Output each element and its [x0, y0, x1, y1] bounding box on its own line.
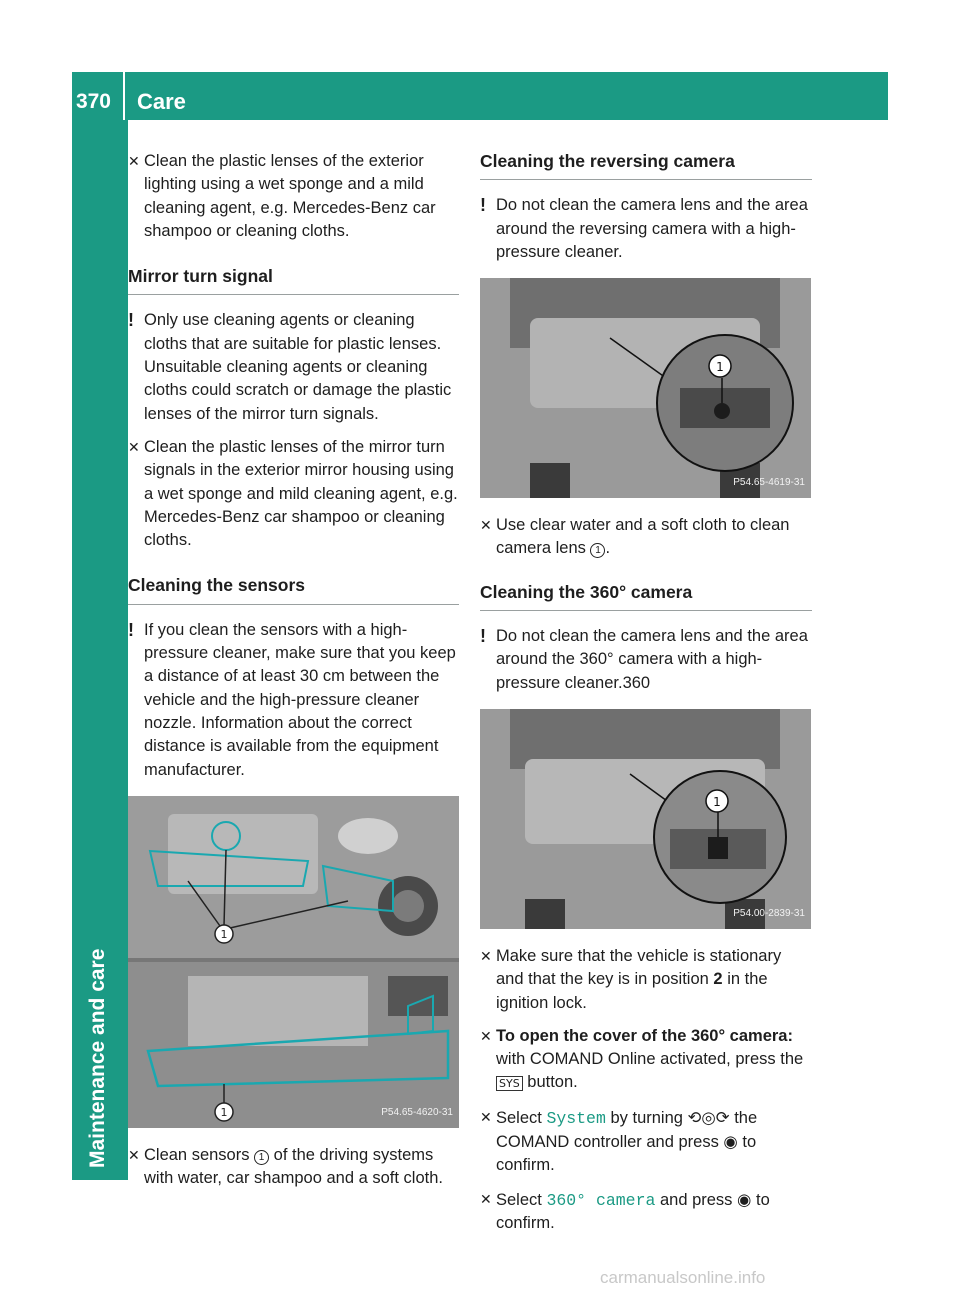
- figure-code: P54.65-4620-31: [381, 1106, 453, 1118]
- menu-item-system: System: [546, 1108, 606, 1128]
- step-text: Select: [496, 1190, 542, 1209]
- warning-text: If you clean the sensors with a high-pressure cleaner, make sure that you keep a distance of at least 30 cm between the vehicle and the high-pressure cleaner nozzle. Information about the correct distance is available from the equipment manufacturer.: [144, 620, 456, 779]
- chapter-side-tab: [72, 120, 128, 1180]
- step-arrow-icon: ✕: [480, 517, 492, 534]
- warning-text: Do not clean the camera lens and the area around the reversing camera with a high-pressure cleaner.: [496, 196, 808, 261]
- page-header: [72, 72, 888, 120]
- sensors-illustration: [128, 796, 459, 1128]
- page-number: 370: [72, 72, 125, 120]
- step-text: Clean sensors: [144, 1145, 250, 1164]
- figure-code: P54.00-2839-31: [733, 907, 805, 919]
- step-arrow-icon: ✕: [128, 153, 140, 169]
- heading-cleaning-sensors: Cleaning the sensors: [128, 574, 459, 604]
- step-arrow-icon: ✕: [480, 1108, 492, 1125]
- warning-note: [128, 309, 459, 425]
- figure-code: P54.65-4619-31: [733, 476, 805, 488]
- menu-item-360-camera: 360° camera: [546, 1190, 656, 1210]
- sys-button-icon: SYS: [496, 1076, 523, 1091]
- instruction-step: [128, 150, 459, 243]
- section-title: Care: [137, 89, 186, 114]
- warning-icon: !: [128, 619, 134, 640]
- press-controller-icon: ◉: [723, 1132, 738, 1152]
- step-text: to confirm.: [496, 1133, 757, 1175]
- step-text: Use clear water and a soft cloth to clean camera lens: [496, 516, 790, 558]
- step-arrow-icon: ✕: [480, 1190, 492, 1207]
- instruction-step: [480, 1106, 812, 1178]
- left-column: [128, 150, 459, 1200]
- warning-note: [480, 194, 812, 264]
- step-arrow-icon: ✕: [128, 1146, 140, 1163]
- instruction-step: [480, 514, 812, 561]
- heading-mirror-turn-signal: Mirror turn signal: [128, 265, 459, 295]
- 360-camera-illustration: [480, 709, 811, 929]
- step-arrow-icon: ✕: [480, 1027, 492, 1044]
- chapter-label: Maintenance and care: [86, 948, 109, 1168]
- heading-360-camera: Cleaning the 360° camera: [480, 581, 812, 611]
- instruction-step: [128, 1144, 459, 1191]
- step-text: with COMAND Online activated, press the: [496, 1050, 804, 1069]
- instruction-step: [480, 1188, 812, 1236]
- step-text: .: [605, 539, 611, 558]
- warning-note: [128, 619, 459, 782]
- step-text: by turning: [610, 1108, 683, 1127]
- heading-reversing-camera: Cleaning the reversing camera: [480, 150, 812, 180]
- step-text: Clean the plastic lenses of the mirror turn signals in the exterior mirror housing using a wet sponge and mild cleaning agent, e.g. Mercedes-Benz car shampoo or cleaning cloths.: [144, 437, 458, 550]
- right-column: [480, 150, 812, 1245]
- watermark: carmanualsonline.info: [600, 1268, 766, 1287]
- warning-icon: !: [480, 195, 486, 216]
- callout-label: 1: [220, 1105, 228, 1119]
- sensors-figure: [128, 796, 459, 1128]
- callout-number: 1: [254, 1150, 269, 1165]
- callout-label: 1: [713, 794, 721, 809]
- callout-number: 1: [590, 543, 605, 558]
- reversing-camera-figure: [480, 278, 811, 498]
- step-arrow-icon: ✕: [128, 438, 140, 455]
- step-bold: 2: [713, 970, 723, 989]
- step-text: the COMAND controller and press: [496, 1108, 758, 1152]
- instruction-step: [480, 945, 812, 1015]
- warning-text: Do not clean the camera lens and the area around the 360° camera with a high-pressure cleaner.360: [496, 627, 808, 692]
- step-text: in the ignition lock.: [496, 970, 768, 1012]
- step-text: Select: [496, 1108, 542, 1127]
- reversing-camera-illustration: [480, 278, 811, 498]
- step-text: Make sure that the vehicle is stationary and that the key is in position: [496, 946, 782, 989]
- step-text: to confirm.: [496, 1190, 770, 1232]
- warning-text: Only use cleaning agents or cleaning cloths that are suitable for plastic lenses. Unsuitable cleaning agents or cleaning cloths could scratch or damage the plastic lenses of the mirror turn signals.: [144, 311, 452, 423]
- 360-camera-figure: [480, 709, 811, 929]
- step-text: of the driving systems with water, car shampoo and a soft cloth.: [144, 1145, 443, 1188]
- step-text: Clean the plastic lenses of the exterior lighting using a wet sponge and a mild cleaning agent, e.g. Mercedes-Benz car shampoo or cleaning cloths.: [144, 152, 436, 240]
- step-text: and press: [659, 1190, 733, 1209]
- rotate-controller-icon: ⟲◎⟳: [687, 1107, 730, 1127]
- callout-label: 1: [716, 360, 724, 375]
- step-arrow-icon: ✕: [480, 947, 492, 964]
- warning-icon: !: [128, 310, 134, 331]
- step-bold: To open the cover of the 360° camera:: [496, 1026, 793, 1045]
- press-controller-icon: ◉: [737, 1189, 752, 1209]
- instruction-step: [480, 1025, 812, 1096]
- warning-note: [480, 625, 812, 695]
- warning-icon: !: [480, 626, 486, 647]
- callout-label: 1: [220, 927, 228, 941]
- instruction-step: [128, 436, 459, 552]
- step-text: button.: [527, 1073, 578, 1092]
